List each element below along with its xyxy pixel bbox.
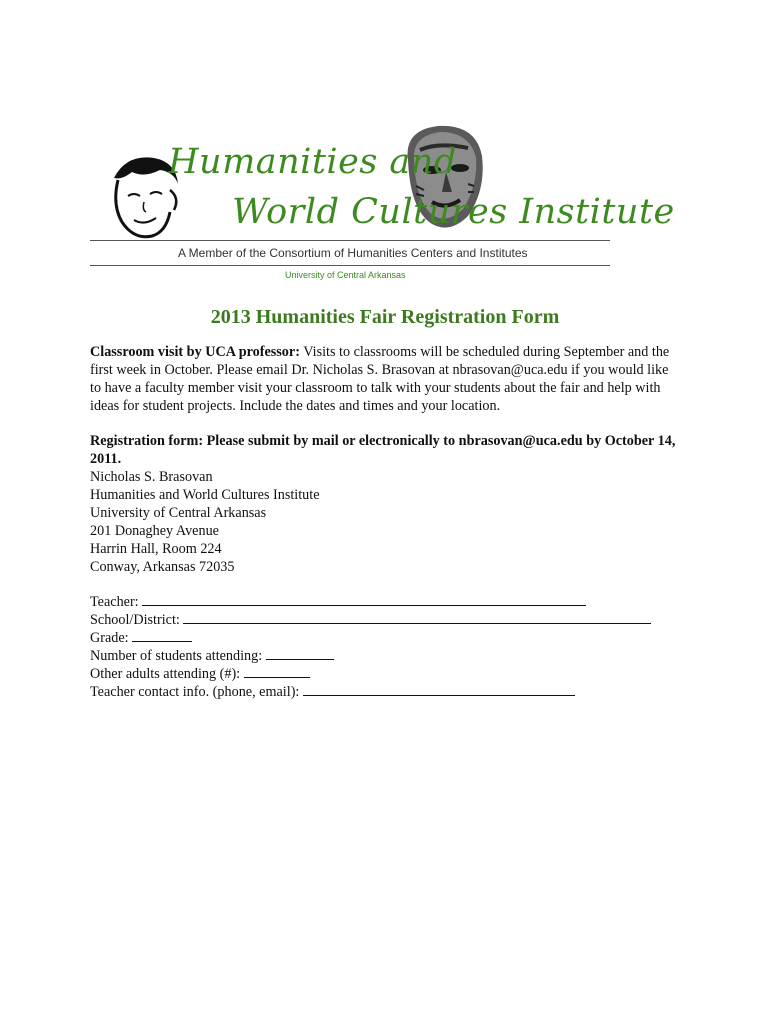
teacher-field	[90, 593, 680, 611]
students-input[interactable]	[266, 647, 334, 660]
contact-field	[90, 683, 680, 701]
registration-paragraph	[90, 432, 680, 576]
address-line: University of Central Arkansas	[90, 505, 267, 521]
logo-university-text: University of Central Arkansas	[285, 270, 406, 280]
form-body	[90, 343, 680, 701]
adults-label: Other adults attending (#):	[90, 666, 241, 682]
grade-input[interactable]	[132, 629, 192, 642]
school-field	[90, 611, 680, 629]
teacher-input[interactable]	[142, 593, 586, 606]
address-line: Nicholas S. Brasovan	[90, 469, 213, 485]
logo-divider-top	[90, 240, 610, 241]
grade-label: Grade:	[90, 630, 129, 646]
grade-field	[90, 629, 680, 647]
classroom-visit-text: Visits to classrooms will be scheduled during September and the first week in October. Please email Dr. Nicholas S. Brasovan at nbrasovan@uca.edu if you would like to have a faculty member visit your classroom to talk with your students about the fair and help with ideas for student projects. Include the dates and times and your location.	[90, 344, 670, 414]
students-label: Number of students attending:	[90, 648, 263, 664]
logo-member-text: A Member of the Consortium of Humanities Centers and Institutes	[178, 246, 528, 260]
adults-field	[90, 665, 680, 683]
students-field	[90, 647, 680, 665]
address-line: Harrin Hall, Room 224	[90, 541, 222, 557]
logo-divider-bottom	[90, 265, 610, 266]
registration-fields	[90, 593, 680, 701]
page-title: 2013 Humanities Fair Registration Form	[210, 306, 560, 328]
logo-title-line2: World Cultures Institute	[232, 192, 675, 232]
classroom-visit-heading: Classroom visit by UCA professor:	[90, 344, 300, 360]
adults-input[interactable]	[244, 665, 310, 678]
institute-logo	[0, 0, 770, 300]
mailing-address	[90, 468, 680, 576]
teacher-label: Teacher:	[90, 594, 139, 610]
school-label: School/District:	[90, 612, 180, 628]
classroom-visit-paragraph	[90, 343, 680, 415]
address-line: Conway, Arkansas 72035	[90, 559, 235, 575]
address-line: Humanities and World Cultures Institute	[90, 487, 320, 503]
contact-label: Teacher contact info. (phone, email):	[90, 684, 300, 700]
school-input[interactable]	[183, 611, 651, 624]
registration-heading: Registration form: Please submit by mail or electronically to nbrasovan@uca.edu by October 14, 2011.	[90, 433, 676, 467]
address-line: 201 Donaghey Avenue	[90, 523, 219, 539]
contact-input[interactable]	[303, 683, 575, 696]
logo-title-line1: Humanities and	[168, 142, 457, 182]
